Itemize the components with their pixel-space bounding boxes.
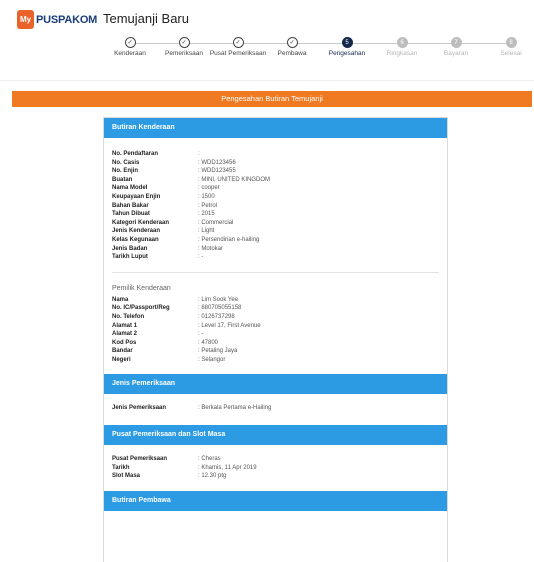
section-header-center: Pusat Pemeriksaan dan Slot Masa bbox=[104, 425, 447, 445]
detail-value: : Petaling Jaya bbox=[198, 348, 238, 355]
detail-label: Negeri bbox=[112, 356, 131, 363]
detail-value: : cooper bbox=[198, 185, 220, 192]
detail-label: No. Telefon bbox=[112, 313, 145, 320]
detail-label: Bahan Bakar bbox=[112, 202, 149, 209]
detail-value: : MINI, UNITED KINGDOM bbox=[198, 176, 270, 183]
step-number: 6 bbox=[397, 37, 408, 48]
step-label: Selesai bbox=[500, 50, 522, 57]
check-icon: ✓ bbox=[287, 37, 298, 48]
detail-row bbox=[112, 330, 439, 339]
detail-label: Slot Masa bbox=[112, 473, 141, 480]
step-pembawa bbox=[262, 37, 322, 58]
detail-value: : Level 17, First Avenue bbox=[198, 322, 261, 329]
logo-mark-icon: My bbox=[17, 10, 34, 29]
detail-label: No. Enjin bbox=[112, 168, 138, 175]
step-label: Kenderaan bbox=[114, 50, 146, 57]
detail-value: : 47800 bbox=[198, 339, 219, 346]
detail-row bbox=[112, 176, 439, 185]
detail-value: : 12.30 ptg bbox=[198, 473, 227, 480]
step-pengesahan bbox=[317, 37, 377, 58]
detail-value: : Khamis, 11 Apr 2019 bbox=[198, 464, 257, 471]
center-details bbox=[104, 445, 447, 491]
header-divider bbox=[0, 80, 534, 81]
step-bayaran bbox=[426, 37, 486, 58]
detail-row bbox=[112, 150, 439, 159]
detail-value: : WDD123455 bbox=[198, 168, 236, 175]
detail-label: Jenis Pemeriksaan bbox=[112, 405, 167, 412]
progress-stepper bbox=[100, 37, 534, 77]
detail-label: Tarikh Luput bbox=[112, 254, 148, 261]
detail-value: : Berkala Pertama e-Hailing bbox=[198, 405, 272, 412]
detail-row bbox=[112, 322, 439, 331]
step-label: Ringkasan bbox=[386, 50, 418, 57]
section-header-vehicle: Butiran Kenderaan bbox=[104, 118, 447, 138]
detail-row bbox=[112, 219, 439, 228]
detail-value: : 2015 bbox=[198, 211, 215, 218]
detail-label: Alamat 1 bbox=[112, 322, 138, 329]
step-number: 8 bbox=[506, 37, 517, 48]
inspection-details bbox=[104, 394, 447, 425]
detail-row bbox=[112, 347, 439, 356]
detail-row bbox=[112, 464, 439, 473]
detail-value: : Commercial bbox=[198, 219, 234, 226]
detail-label: Kategori Kenderaan bbox=[112, 219, 170, 226]
detail-value: : 0126737298 bbox=[198, 313, 235, 320]
confirmation-banner: Pengesahan Butiran Temujanji bbox=[12, 91, 532, 107]
detail-row bbox=[112, 167, 439, 176]
detail-label: Nama bbox=[112, 296, 129, 303]
detail-row bbox=[112, 193, 439, 202]
detail-value: : Light bbox=[198, 228, 215, 235]
check-icon: ✓ bbox=[125, 37, 136, 48]
section-header-carrier: Butiran Pembawa bbox=[104, 491, 447, 511]
detail-label: Pusat Pemeriksaan bbox=[112, 456, 168, 463]
detail-value: : WDD123456 bbox=[198, 159, 236, 166]
detail-row bbox=[112, 210, 439, 219]
detail-value: : - bbox=[198, 331, 204, 338]
check-icon: ✓ bbox=[233, 37, 244, 48]
puspakom-logo[interactable] bbox=[17, 10, 97, 29]
step-pemeriksaan bbox=[154, 37, 214, 58]
detail-label: Jenis Kenderaan bbox=[112, 228, 161, 235]
detail-label: Keupayaan Enjin bbox=[112, 193, 161, 200]
detail-label: Jenis Badan bbox=[112, 245, 148, 252]
detail-label: Kod Pos bbox=[112, 339, 137, 346]
detail-label: Kelas Kegunaan bbox=[112, 236, 159, 243]
check-icon: ✓ bbox=[179, 37, 190, 48]
detail-value: : 880705055158 bbox=[198, 305, 242, 312]
detail-row bbox=[112, 253, 439, 262]
detail-label: Nama Model bbox=[112, 185, 148, 192]
detail-row bbox=[112, 184, 439, 193]
detail-label: Buatan bbox=[112, 176, 133, 183]
step-label: Pembawa bbox=[277, 50, 307, 57]
detail-value: : - bbox=[198, 254, 204, 261]
detail-row bbox=[112, 313, 439, 322]
detail-value: : Lim Sook Yee bbox=[198, 296, 239, 303]
detail-label: Tarikh bbox=[112, 464, 130, 471]
detail-row bbox=[112, 296, 439, 305]
step-label: Pemeriksaan bbox=[165, 50, 203, 57]
detail-label: No. Pendaftaran bbox=[112, 151, 159, 157]
step-number: 5 bbox=[342, 37, 353, 48]
step-pusat-pemeriksaan bbox=[208, 37, 268, 58]
section-header-inspection: Jenis Pemeriksaan bbox=[104, 374, 447, 394]
step-selesai bbox=[481, 37, 534, 58]
detail-label: No. IC/Passport/Reg bbox=[112, 305, 170, 312]
logo-text: PUSPAKOM bbox=[36, 13, 98, 26]
detail-label: Tahun Dibuat bbox=[112, 211, 150, 218]
detail-value: : bbox=[198, 151, 200, 157]
detail-row bbox=[112, 472, 439, 481]
detail-row bbox=[112, 227, 439, 236]
page-title: Temujanji Baru bbox=[103, 11, 189, 26]
detail-row bbox=[112, 245, 439, 254]
detail-row bbox=[112, 236, 439, 245]
app-header bbox=[0, 0, 534, 76]
owner-subtitle: Pemilik Kenderaan bbox=[112, 284, 171, 292]
step-number: 7 bbox=[451, 37, 462, 48]
step-label: Bayaran bbox=[443, 50, 469, 57]
detail-row bbox=[112, 404, 439, 413]
detail-label: No. Casis bbox=[112, 159, 140, 166]
detail-value: : Motokar bbox=[198, 245, 224, 252]
detail-label: Bandar bbox=[112, 348, 133, 355]
detail-value: : Persendirian e-hailing bbox=[198, 236, 260, 243]
detail-row bbox=[112, 339, 439, 348]
detail-value: : Petrol bbox=[198, 202, 218, 209]
detail-value: : Cheras bbox=[198, 456, 221, 463]
vehicle-details bbox=[104, 138, 447, 372]
step-label: Pusat Pemeriksaan bbox=[209, 50, 267, 57]
step-kenderaan bbox=[100, 37, 160, 58]
detail-row bbox=[112, 455, 439, 464]
appointment-summary-card bbox=[103, 117, 448, 562]
detail-row bbox=[112, 202, 439, 211]
step-label: Pengesahan bbox=[328, 50, 366, 57]
detail-label: Alamat 2 bbox=[112, 331, 138, 338]
detail-value: : 1500 bbox=[198, 193, 215, 200]
detail-row bbox=[112, 304, 439, 313]
detail-row bbox=[112, 159, 439, 168]
detail-value: : Selangor bbox=[198, 356, 226, 363]
step-ringkasan bbox=[372, 37, 432, 58]
detail-row bbox=[112, 356, 439, 365]
section-divider bbox=[112, 272, 439, 273]
